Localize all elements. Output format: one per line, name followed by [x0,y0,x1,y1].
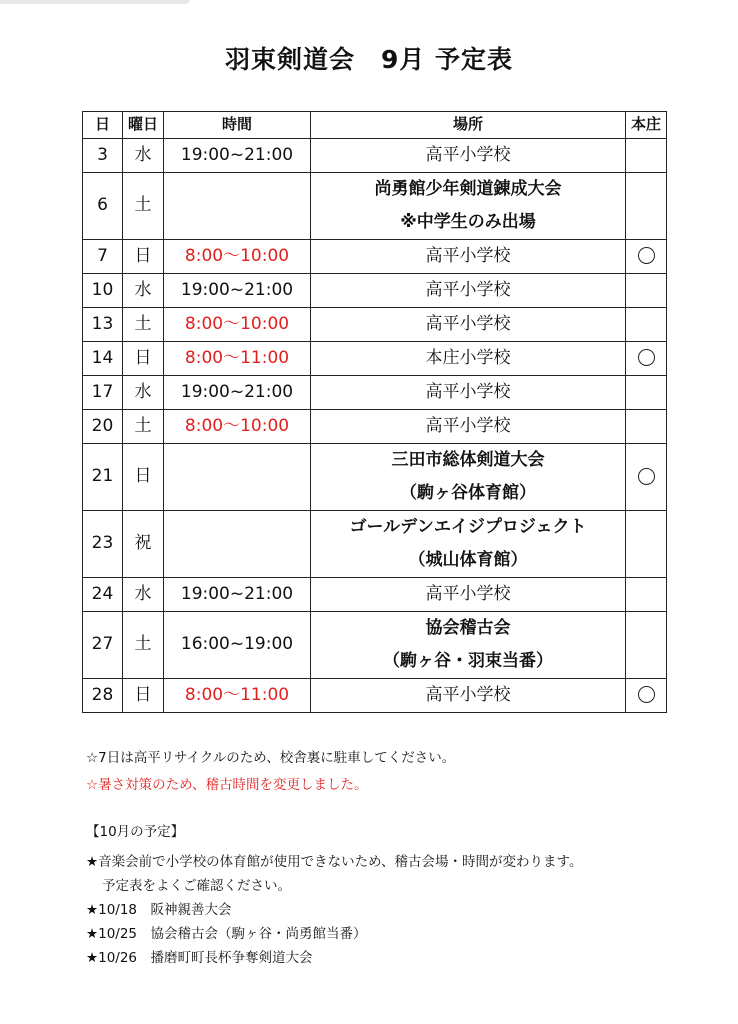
venue-line: （城山体育館） [408,550,528,570]
day-cell: 27 [83,612,123,679]
weekday-cell: 土 [123,173,164,240]
venue-cell [311,410,626,444]
venue-line: ゴールデンエイジプロジェクト [349,517,587,537]
venue-cell [311,342,626,376]
time-cell: 19:00~21:00 [164,274,311,308]
honjo-cell [626,511,667,578]
page-title: 羽束剣道会 9月 予定表 [224,45,514,74]
notes-section [86,748,455,802]
time-cell [164,444,311,511]
weekday-cell: 日 [123,679,164,713]
october-event: ★10/25 協会稽古会（駒ヶ谷・尚勇館当番） [86,926,367,942]
venue-line: 高平小学校 [425,246,511,266]
table-row [83,274,667,308]
weekday-cell: 土 [123,612,164,679]
venue-cell [311,308,626,342]
time-cell [164,511,311,578]
time-cell: 8:00〜10:00 [164,240,311,274]
weekday-cell: 日 [123,444,164,511]
day-cell: 14 [83,342,123,376]
header-weekday: 曜日 [123,112,164,139]
table-row [83,173,667,240]
day-cell: 17 [83,376,123,410]
header-time: 時間 [164,112,311,139]
venue-cell [311,173,626,240]
venue-cell [311,274,626,308]
time-cell: 8:00〜11:00 [164,679,311,713]
venue-line: 協会稽古会 [425,618,511,638]
table-row [83,612,667,679]
venue-line: 三田市総体剣道大会 [391,450,545,470]
october-change-line1: ★音楽会前で小学校の体育館が使用できないため、稽古会場・時間が変わります。 [86,854,583,870]
weekday-cell: 水 [123,274,164,308]
table-row [83,444,667,511]
honjo-cell [626,342,667,376]
venue-line: （駒ヶ谷・羽束当番） [383,651,553,671]
october-event: ★10/18 阪神親善大会 [86,902,232,918]
time-cell: 19:00~21:00 [164,376,311,410]
table-row [83,240,667,274]
weekday-cell: 土 [123,308,164,342]
time-cell [164,173,311,240]
october-change-line2: 予定表をよくご確認ください。 [102,878,291,894]
weekday-cell: 祝 [123,511,164,578]
october-heading: 【10月の予定】 [86,824,185,840]
day-cell: 3 [83,139,123,173]
schedule-table [82,111,667,713]
venue-line: 高平小学校 [425,145,511,165]
october-event: ★10/26 播磨町町長杯争奪剣道大会 [86,950,313,966]
venue-line: 尚勇館少年剣道錬成大会 [374,179,562,199]
honjo-cell [626,139,667,173]
time-cell: 8:00〜10:00 [164,410,311,444]
venue-line: 高平小学校 [425,382,511,402]
day-cell: 10 [83,274,123,308]
day-cell: 28 [83,679,123,713]
venue-line: 本庄小学校 [425,348,511,368]
table-header-row [83,112,667,139]
weekday-cell: 水 [123,376,164,410]
venue-line: ※中学生のみ出場 [400,212,536,232]
time-cell: 19:00~21:00 [164,578,311,612]
honjo-cell [626,679,667,713]
honjo-circle-icon [638,686,655,703]
honjo-circle-icon [638,349,655,366]
day-cell: 24 [83,578,123,612]
table-row [83,308,667,342]
header-day: 日 [83,112,123,139]
time-cell: 19:00~21:00 [164,139,311,173]
schedule-body [83,139,667,713]
venue-line: 高平小学校 [425,280,511,300]
honjo-cell [626,308,667,342]
weekday-cell: 日 [123,240,164,274]
time-cell: 8:00〜10:00 [164,308,311,342]
weekday-cell: 水 [123,139,164,173]
day-cell: 21 [83,444,123,511]
honjo-cell [626,240,667,274]
honjo-cell [626,612,667,679]
weekday-cell: 土 [123,410,164,444]
weekday-cell: 日 [123,342,164,376]
venue-cell [311,376,626,410]
honjo-cell [626,274,667,308]
honjo-cell [626,578,667,612]
venue-line: 高平小学校 [425,584,511,604]
top-edge-bar [0,0,190,4]
october-section [86,822,582,972]
table-row [83,410,667,444]
venue-cell [311,240,626,274]
venue-cell [311,612,626,679]
venue-cell [311,511,626,578]
honjo-circle-icon [638,247,655,264]
venue-cell [311,578,626,612]
note-heat: ☆暑さ対策のため、稽古時間を変更しました。 [86,777,368,793]
venue-line: 高平小学校 [425,314,511,334]
note-parking: ☆7日は高平リサイクルのため、校舎裏に駐車してください。 [86,750,456,766]
table-row [83,679,667,713]
table-row [83,139,667,173]
header-venue: 場所 [311,112,626,139]
day-cell: 13 [83,308,123,342]
weekday-cell: 水 [123,578,164,612]
table-row [83,376,667,410]
honjo-cell [626,444,667,511]
table-row [83,342,667,376]
header-honjo: 本庄 [626,112,667,139]
time-cell: 8:00〜11:00 [164,342,311,376]
venue-line: 高平小学校 [425,685,511,705]
venue-cell [311,444,626,511]
day-cell: 23 [83,511,123,578]
day-cell: 6 [83,173,123,240]
venue-line: 高平小学校 [425,416,511,436]
venue-line: （駒ヶ谷体育館） [400,483,536,503]
honjo-circle-icon [638,468,655,485]
venue-cell [311,679,626,713]
table-row [83,578,667,612]
table-row [83,511,667,578]
day-cell: 20 [83,410,123,444]
day-cell: 7 [83,240,123,274]
honjo-cell [626,173,667,240]
honjo-cell [626,410,667,444]
time-cell: 16:00~19:00 [164,612,311,679]
venue-cell [311,139,626,173]
honjo-cell [626,376,667,410]
